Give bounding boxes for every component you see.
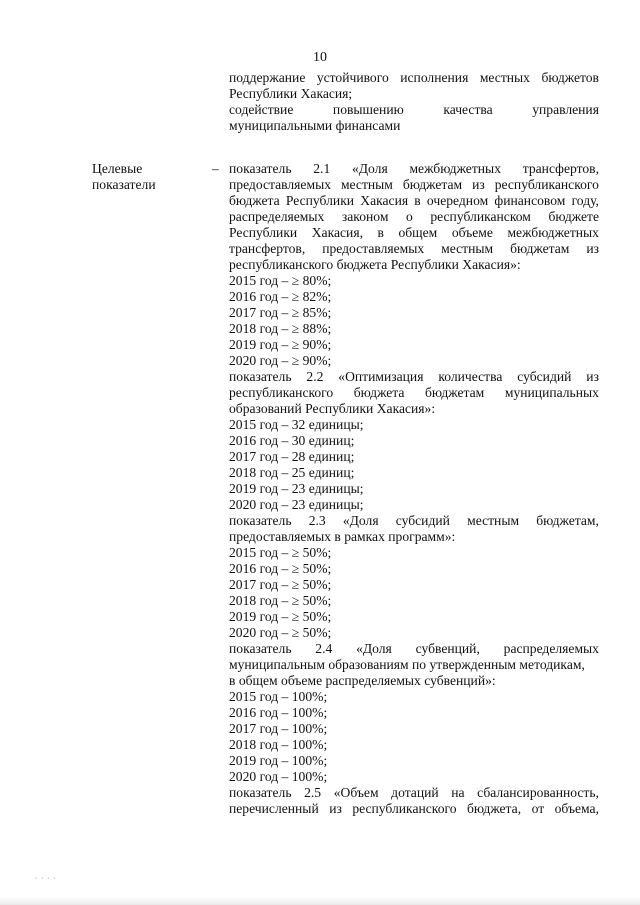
word: распределяемых — [229, 209, 325, 224]
word: повышению — [332, 102, 404, 117]
word: 2.1 — [313, 161, 331, 176]
year-value: 2015 год – 32 единицы; — [229, 417, 364, 432]
word: показатель — [229, 513, 292, 528]
text-line — [229, 193, 599, 209]
word: бюджета — [353, 385, 405, 400]
word: «Доля — [342, 513, 379, 528]
section-label — [92, 161, 156, 193]
word: исполнения — [400, 70, 469, 85]
word: «Объем — [333, 785, 379, 800]
word: бюджетам — [510, 241, 570, 256]
year-value: 2017 год – 100%; — [229, 721, 328, 736]
year-value: 2017 год – 28 единиц; — [229, 449, 355, 464]
word: количества — [438, 369, 503, 384]
year-value: 2016 год – 30 единиц; — [229, 433, 355, 448]
word: Республики — [229, 225, 298, 240]
text-line — [229, 102, 599, 118]
word: республиканского — [494, 177, 599, 192]
word: дотаций — [391, 785, 439, 800]
year-value: 2016 год – ≥ 82%; — [229, 289, 332, 304]
word: показатель — [229, 161, 292, 176]
year-value: 2017 год – ≥ 50%; — [229, 577, 332, 592]
year-value: 2019 год – 100%; — [229, 753, 328, 768]
text-line — [229, 513, 599, 529]
word: межбюджетных — [409, 161, 501, 176]
text-line: муниципальным образованиям по утвержденным методикам, — [229, 657, 585, 672]
label-line: Целевые — [92, 161, 143, 176]
year-value: 2016 год – 100%; — [229, 705, 328, 720]
text-line — [229, 369, 599, 385]
word: из — [472, 177, 485, 192]
word: 2.3 — [308, 513, 326, 528]
text-line: в общем объеме распределяемых субвенций»: — [229, 673, 496, 688]
word: перечисленный — [229, 801, 319, 816]
word: муниципальных — [504, 385, 599, 400]
word: сбалансированность, — [477, 785, 599, 800]
word: законом — [341, 209, 389, 224]
text-line — [229, 177, 599, 193]
word: 2.5 — [304, 785, 322, 800]
goals-continuation — [229, 70, 599, 134]
word: показатель — [229, 641, 292, 656]
word: 2.4 — [315, 641, 333, 656]
year-value: 2020 год – 100%; — [229, 769, 328, 784]
word: республиканском — [430, 209, 531, 224]
year-value: 2020 год – ≥ 90%; — [229, 353, 332, 368]
label-line: показатели — [92, 177, 156, 192]
word: бюджета, — [467, 801, 522, 816]
target-indicators — [229, 161, 599, 817]
word: бюджетам, — [536, 513, 599, 528]
year-value: 2019 год – ≥ 90%; — [229, 337, 332, 352]
word: бюджетам — [402, 177, 463, 192]
word: Республики — [285, 193, 355, 208]
word: 2.2 — [306, 369, 324, 384]
word: в — [414, 193, 421, 208]
word: качества — [443, 102, 493, 117]
word: бюджетов — [541, 70, 599, 85]
year-value: 2018 год – ≥ 50%; — [229, 593, 332, 608]
year-value: 2015 год – ≥ 80%; — [229, 273, 332, 288]
word: «Оптимизация — [338, 369, 424, 384]
year-value: 2019 год – 23 единицы; — [229, 481, 364, 496]
text-line: Республики Хакасия; — [229, 86, 353, 101]
text-line: образований Республики Хакасия»: — [229, 401, 436, 416]
text-line: муниципальными финансами — [229, 118, 401, 133]
word: финансовом — [494, 193, 566, 208]
text-line — [229, 385, 599, 401]
word: от — [531, 801, 545, 816]
word: субвенций, — [415, 641, 480, 656]
word: поддержание — [229, 70, 306, 85]
word: в — [377, 225, 384, 240]
year-value: 2018 год – 100%; — [229, 737, 328, 752]
text-line — [229, 161, 599, 177]
text-line — [229, 641, 599, 657]
word: из — [586, 369, 599, 384]
word: Хакасия — [360, 193, 409, 208]
word: местным — [340, 177, 393, 192]
word: бюджета — [229, 193, 280, 208]
word: устойчивого — [316, 70, 389, 85]
year-value: 2015 год – 100%; — [229, 689, 328, 704]
scan-mark: ⸱ ⸱ ⸱ ⸱ — [35, 874, 57, 883]
word: местным — [467, 513, 520, 528]
word: «Доля — [356, 641, 392, 656]
year-value: 2018 год – ≥ 88%; — [229, 321, 332, 336]
year-value: 2015 год – ≥ 50%; — [229, 545, 332, 560]
year-value: 2016 год – ≥ 50%; — [229, 561, 332, 576]
word: из — [329, 801, 342, 816]
word: Хакасия, — [311, 225, 363, 240]
year-value: 2017 год – ≥ 85%; — [229, 305, 332, 320]
word: «Доля — [351, 161, 388, 176]
text-line — [229, 209, 599, 225]
word: местным — [441, 241, 494, 256]
year-value: 2020 год – 23 единицы; — [229, 497, 364, 512]
word: местных — [479, 70, 530, 85]
word: общем — [398, 225, 438, 240]
word: распределяемых — [503, 641, 599, 656]
word: управления — [532, 102, 599, 117]
year-value: 2018 год – 25 единиц; — [229, 465, 355, 480]
word: предоставляемых — [229, 177, 331, 192]
word: году, — [571, 193, 599, 208]
word: бюджете — [548, 209, 599, 224]
word: на — [451, 785, 465, 800]
word: очередном — [426, 193, 489, 208]
word: объема, — [554, 801, 599, 816]
word: республиканского — [352, 801, 457, 816]
word: из — [586, 241, 599, 256]
word: показатель — [229, 369, 292, 384]
word: показатель — [229, 785, 292, 800]
text-line — [229, 241, 599, 257]
text-line: предоставляемых в рамках программ»: — [229, 529, 456, 544]
word: субсидий — [395, 513, 450, 528]
text-line — [229, 785, 599, 801]
text-line — [229, 801, 599, 817]
word: объеме — [451, 225, 493, 240]
word: о — [406, 209, 413, 224]
word: содействие — [229, 102, 294, 117]
year-value: 2020 год – ≥ 50%; — [229, 625, 332, 640]
word: бюджетам — [425, 385, 485, 400]
page-number: 10 — [313, 50, 327, 65]
text-line — [229, 70, 599, 86]
text-line — [229, 225, 599, 241]
word: межбюджетных — [507, 225, 599, 240]
word: трансфертов, — [522, 161, 599, 176]
year-value: 2019 год – ≥ 50%; — [229, 609, 332, 624]
word: предоставляемых — [322, 241, 425, 256]
label-dash: – — [212, 161, 219, 176]
text-line: республиканского бюджета Республики Хакасия»: — [229, 257, 521, 272]
word: субсидий — [517, 369, 572, 384]
word: республиканского — [229, 385, 334, 400]
word: трансфертов, — [229, 241, 306, 256]
page-bottom-edge — [0, 897, 640, 905]
